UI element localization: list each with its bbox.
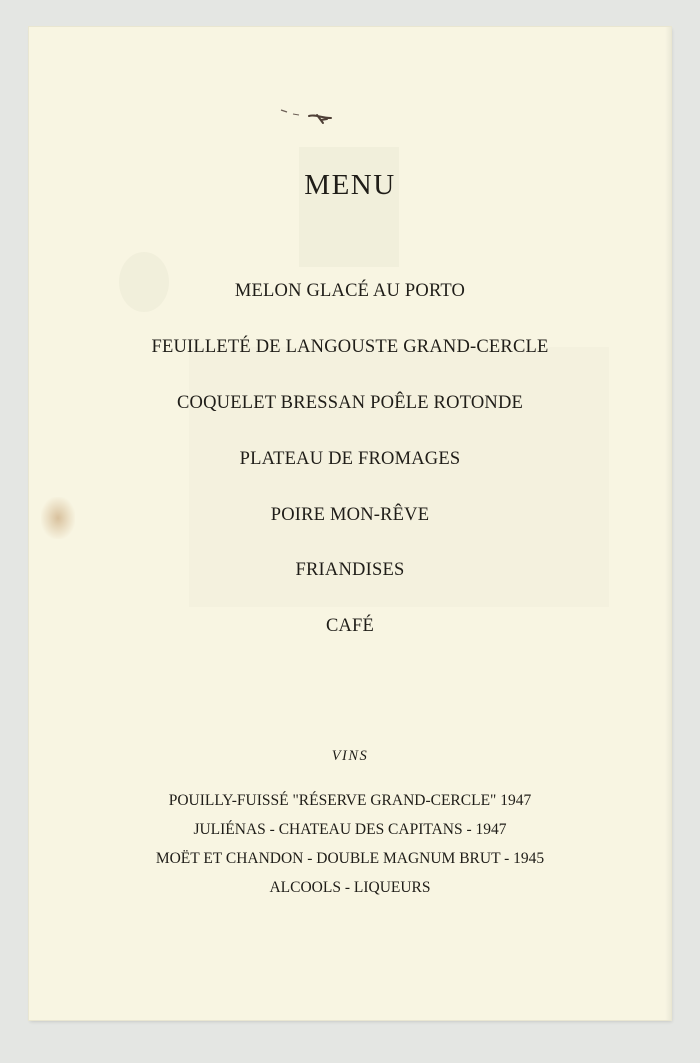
dish-item: COQUELET BRESSAN POÊLE ROTONDE [176, 393, 524, 413]
wine-item: MOËT ET CHANDON - DOUBLE MAGNUM BRUT - 1945 [155, 850, 545, 867]
dish-item: MELON GLACÉ AU PORTO [234, 281, 466, 301]
show-through-ghost [299, 147, 399, 267]
menu-card [29, 27, 671, 1020]
dish-item: FRIANDISES [295, 560, 405, 580]
wine-item: JULIÉNAS - CHATEAU DES CAPITANS - 1947 [193, 821, 507, 838]
dish-item: PLATEAU DE FROMAGES [239, 449, 461, 469]
wine-item: POUILLY-FUISSÉ "RÉSERVE GRAND-CERCLE" 1947 [168, 792, 532, 809]
wine-item: ALCOOLS - LIQUEURS [269, 879, 431, 896]
wines-heading: VINS [331, 748, 369, 764]
dish-item: POIRE MON-RÊVE [270, 505, 430, 525]
ink-mark [279, 106, 339, 130]
menu-title: MENU [304, 169, 396, 201]
dish-item: FEUILLETÉ DE LANGOUSTE GRAND-CERCLE [151, 337, 549, 357]
dish-item: CAFÉ [325, 616, 375, 636]
